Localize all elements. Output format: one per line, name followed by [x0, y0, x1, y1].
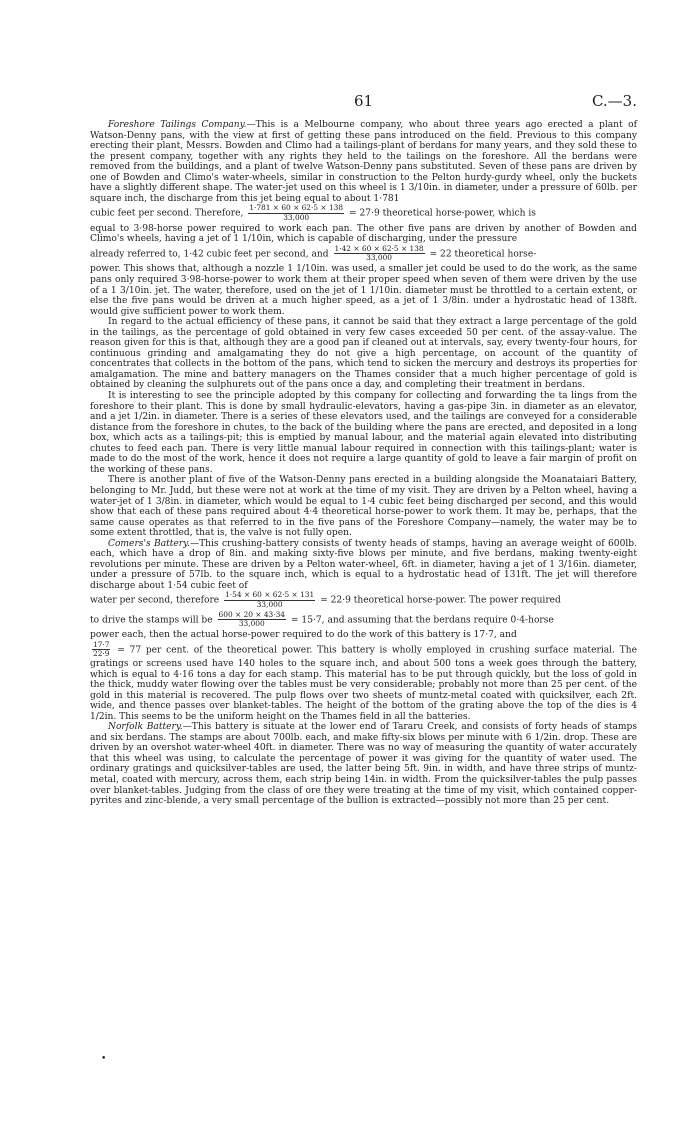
equation-line-4: [90, 611, 637, 631]
section-title-foreshore: Foreshore Tailings Company.: [108, 120, 247, 130]
fraction-1: [248, 204, 344, 222]
document-body: [90, 120, 637, 807]
foreshore-text-g: power. This shows that, although a nozzle 1 1/10in. was used, a smaller jet could be used to do the work, as the same pans only required 3·98-horse-power to work them at their proper speed when seven of them were driven by the use of a 1 3/10in. jet. The water, therefore, used on the jet of 1 1/10in. diameter must be throttled to a certain extent, or else the five pans would be driven at a much higher speed, as a jet of 1 3/8in. under a hydrostatic head of 138ft. would give sufficient power to work them.: [90, 264, 637, 317]
fraction-4-numerator: 600 × 20 × 43·34: [218, 609, 285, 619]
foreshore-text-f: = 22 theoretical horse-: [429, 249, 537, 260]
fraction-5: [92, 641, 110, 659]
page-number: 61: [353, 92, 374, 110]
paragraph-efficiency: In regard to the actual efficiency of these pans, it cannot be said that they extract a large percentage of the gold in the tailings, as the percentage of gold obtained in very few cases exceeded 50 per cent. of the assay-value. The reason given for this is that, although they are a good pan if cleaned out at intervals, say, every twenty-four hours, for continuous grinding and amalgamating they do not give a high percentage, on account of the quantity of concentrates that collects in the bottom of the pans, which tend to sicken the mercury and destroys its properties for amalgamation. The mine and battery managers on the Thames consider that a much higher percentage of gold is obtained by cleaning the sulphurets out of the pans once a day, and completing their treatment in berdans.: [90, 317, 637, 391]
document-page: [90, 92, 637, 807]
equation-line-1: [90, 204, 637, 224]
foreshore-text-d: equal to 3·98-horse power required to work each pan. The other five pans are driven by another of Bowden and Climo's wheels, having a jet of 1 1/10in, which is capable of discharging, under the pressure: [90, 223, 637, 245]
equation-line-2: [90, 245, 637, 265]
comers-text-a: —This crushing-battery consists of twenty heads of stamps, having an average weight of 600lb. each, which have a drop of 8in. and making sixty-five blows per minute, and five berdans, making twenty-eight revolutions per minute. These are driven by a Pelton water-wheel, 6ft. in diameter, having a jet of 1 3/16in. diameter, under a pressure of 57lb. to the square inch, which is equal to a hydrostatic head of 131ft. The jet will therefore discharge about 1·54 cubic feet of: [90, 538, 637, 591]
fraction-2-numerator: 1·42 × 60 × 62·5 × 138: [334, 243, 424, 253]
foreshore-text-g-para: [90, 264, 637, 317]
equation-line-3: [90, 591, 637, 611]
page-header: [90, 92, 637, 120]
foreshore-text-b: cubic feet per second. Therefore,: [90, 208, 244, 219]
fraction-2-denominator: 33,000: [366, 253, 392, 263]
foreshore-text-a: —This is a Melbourne company, who about three years ago erected a plant of Watson-Denny pans, with the view at first of getting these pans introduced on the field. Previous to this company erecting their plant, Messrs. Bowden and Climo had a tailings-plant of berdans for many years, and they sold these to the present company, together with any rights they held to the tailings on the foreshore. All the berdans were removed from the buildings, and a plant of twelve Watson-Denny pans substituted. Seven of these pans are driven by one of Bowden and Climo's water-wheels, similar in construction to the Pelton hurdy-gurdy wheel, only the buckets have a slightly different shape. The water-jet used on this wheel is 1 3/10in. in diameter, under a pressure of 60lb. per square inch, the discharge from this jet being equal to about 1·781: [90, 120, 637, 204]
fraction-5-numerator: 17·7: [93, 639, 110, 649]
comers-text-f: power each, then the actual horse-power required to do the work of this battery is 17·7, and: [90, 630, 517, 641]
paragraph-norfolk-battery: [90, 722, 637, 806]
section-title-norfolk: Norfolk Battery.: [108, 722, 183, 733]
fraction-5-denominator: 22·9: [93, 649, 110, 659]
foreshore-text-e: already referred to, 1·42 cubic feet per second, and: [90, 249, 329, 260]
comers-text-e: = 15·7, and assuming that the berdans require 0·4-horse: [290, 615, 554, 626]
fraction-3-numerator: 1·54 × 60 × 62·5 × 131: [225, 590, 315, 600]
document-reference: C.—3.: [591, 92, 637, 110]
fraction-3: [224, 591, 315, 609]
fraction-3-denominator: 33,000: [256, 599, 283, 609]
comers-text-d: to drive the stamps will be: [90, 615, 213, 626]
fraction-2: [334, 245, 425, 263]
stray-mark: •: [101, 1054, 107, 1064]
paragraph-comers-battery: [90, 539, 637, 592]
section-title-comers: Comers's Battery.: [108, 538, 190, 549]
fraction-1-denominator: 33,000: [283, 212, 310, 222]
paragraph-moanataiari-plant: There is another plant of five of the Watson-Denny pans erected in a building alongside the Moanataiari Battery, belonging to Mr. Judd, but these were not at work at the time of my visit. They are driven by a Pelton wheel, having a water-jet of 1 3/8in. in diameter, which would be equal to 1·4 cubic feet being discharged per second, and this would show that each of these pans required about 4·4 theoretical horse-power to work them. It may be, perhaps, that the same cause operates as that referred to in the five pans of the Foreshore Company—namely, the water may be to some extent throttled, that is, the valve is not fully open.: [90, 475, 637, 539]
norfolk-text: —This battery is situate at the lower end of Tararu Creek, and consists of forty heads of stamps and six berdans. The stamps are about 700lb. each, and make fifty-six blows per minute with 6 1/2in. drop. These are driven by an overshot water-wheel 40ft. in diameter. There was no way of measuring the quantity of water accurately that this wheel was using, to calculate the percentage of power it was giving for the quantity of water used. The ordinary gratings and quicksilver-tables are used, the latter being 5ft. 9in. in width, and have three strips of muntz-metal, coated with mercury, across them, each strip being 14in. in width. From the quicksilver-tables the pulp passes over blanket-tables. Judging from the class of ore they were treating at the time of my visit, which contained copper-pyrites and zinc-blende, a very small percentage of the bullion is extracted—possibly not more than 25 per cent.: [90, 722, 638, 807]
foreshore-text-d-para: [90, 224, 637, 245]
fraction-4-denominator: 33,000: [238, 619, 265, 629]
fraction-1-numerator: 1·781 × 60 × 62·5 × 138: [249, 203, 344, 213]
paragraph-tailings-collection: It is interesting to see the principle adopted by this company for collecting and forwarding the ta lings from the foreshore to their plant. This is done by small hydraulic-elevators, having a gas-pipe 3in. in diameter as an elevator, and a jet 1/2in. in diameter. There is a series of these elevators used, and the tailings are conveyed for a considerable distance from the foreshore in chutes, to the back of the building where the pans are erected, and deposited in a long box, which acts as a tailings-pit; this is emptied by manual labour, and the material again elevated into distributing chutes to feed each pan. There is very little manual labour required in connection with this tailings-plant; water is made to do the most of the work, hence it does not require a large quantity of gold to leave a fair margin of profit on the working of these pans.: [90, 391, 637, 475]
fraction-4: [218, 611, 286, 629]
paragraph-foreshore: [90, 120, 637, 204]
comers-text-f-para: [90, 630, 637, 641]
comers-text-g-para: [90, 641, 637, 722]
comers-text-g: = 77 per cent. of the theoretical power. This battery is wholly employed in crushing surface material. The gratings or screens used have 140 holes to the square inch, and about 500 tons a week goes through the battery, which is equal to 4·16 tons a day for each stamp. This material has to be put through quickly, but the loss of gold in the thick, muddy water flowing over the tables must be very considerable; probably not more than 25 per cent. of the gold in this material is recovered. The pulp flows over two sheets of muntz-metal coated with quicksilver, each 2ft. wide, and thence passes over blanket-tables. The height of the bottom of the grating above the top of the dies is 4 1/2in. This seems to be the uniform height on the Thames field in all the batteries.: [90, 645, 637, 722]
foreshore-text-c: = 27·9 theoretical horse-power, which is: [348, 208, 536, 219]
comers-text-c: = 22·9 theoretical horse-power. The power required: [320, 595, 561, 606]
comers-text-b: water per second, therefore: [90, 595, 220, 606]
